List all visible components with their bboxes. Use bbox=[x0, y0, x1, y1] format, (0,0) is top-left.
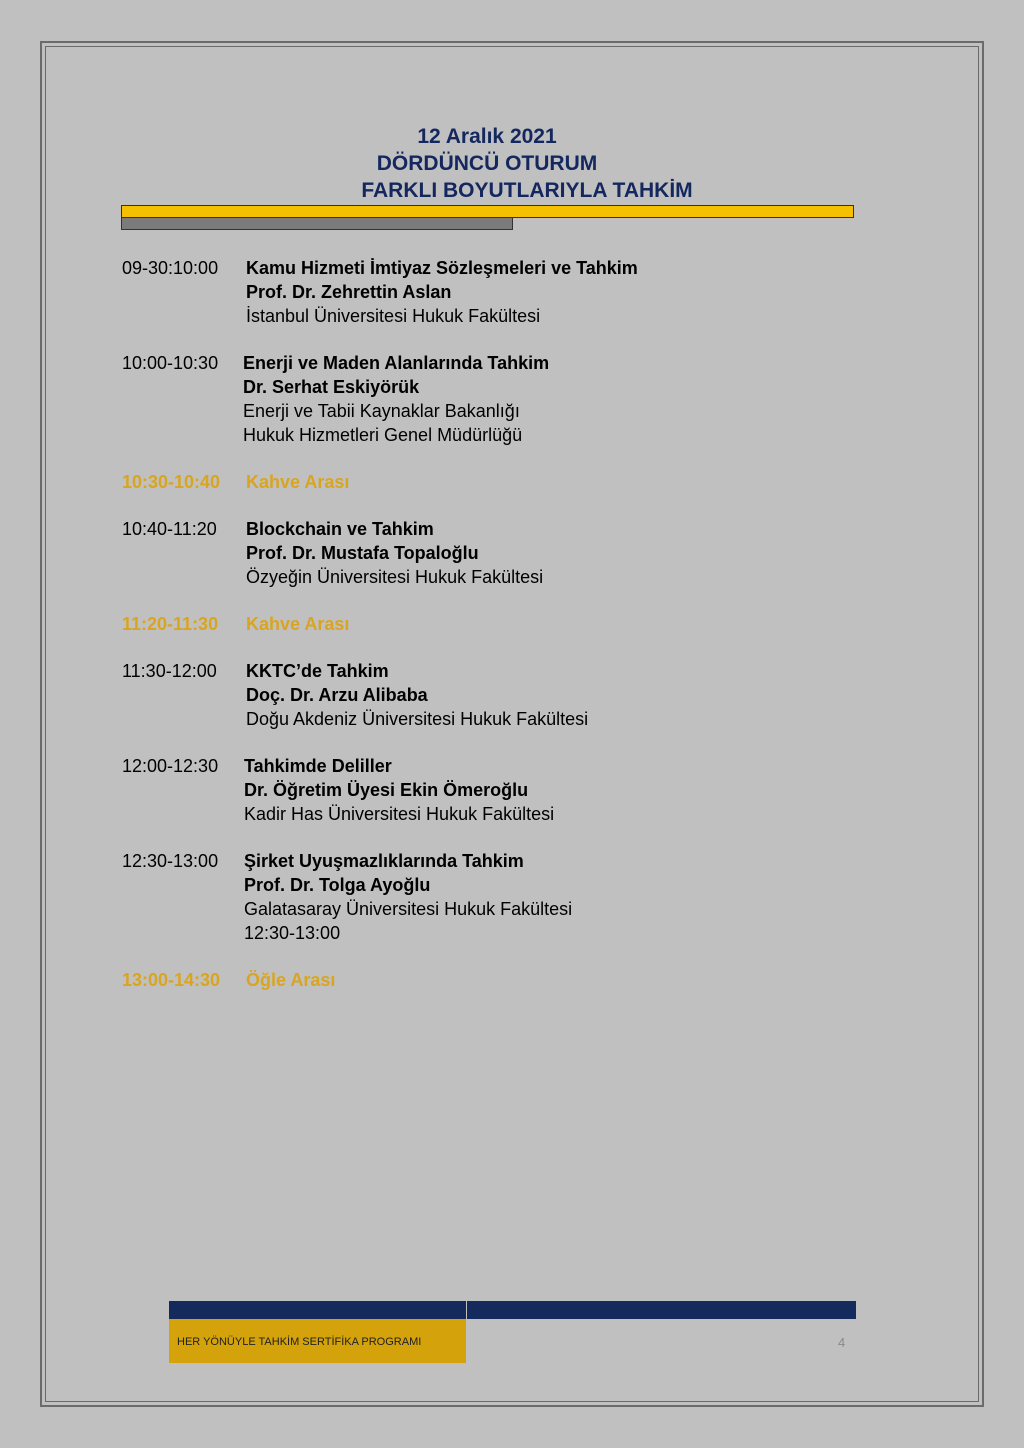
session-theme: FARKLI BOYUTLARIYLA TAHKİM bbox=[361, 179, 693, 202]
break-time: 13:00-14:30 bbox=[122, 970, 221, 990]
break-label: Kahve Arası bbox=[246, 614, 350, 634]
break-label: Kahve Arası bbox=[246, 472, 350, 492]
page-number: 4 bbox=[838, 1335, 846, 1350]
entry-speaker: Dr. Öğretim Üyesi Ekin Ömeroğlu bbox=[244, 780, 529, 800]
footer-blue-bar-left bbox=[169, 1301, 466, 1319]
entry-speaker: Prof. Dr. Zehrettin Aslan bbox=[246, 282, 452, 302]
entry-title: Tahkimde Deliller bbox=[244, 756, 392, 776]
entry-time: 09-30:10:00 bbox=[122, 258, 219, 278]
entry-speaker: Doç. Dr. Arzu Alibaba bbox=[246, 685, 428, 705]
entry-affiliation: Galatasaray Üniversitesi Hukuk Fakültesi bbox=[244, 899, 573, 919]
break-time: 10:30-10:40 bbox=[122, 472, 221, 492]
session-date: 12 Aralık 2021 bbox=[417, 125, 557, 148]
entry-time: 10:00-10:30 bbox=[122, 353, 219, 373]
entry-title: Şirket Uyuşmazlıklarında Tahkim bbox=[244, 851, 524, 871]
session-header bbox=[120, 123, 854, 204]
entry-time: 12:00-12:30 bbox=[122, 756, 219, 776]
break-time: 11:20-11:30 bbox=[122, 614, 219, 634]
entry-title: Enerji ve Maden Alanlarında Tahkim bbox=[243, 353, 550, 373]
entry-speaker: Prof. Dr. Mustafa Topaloğlu bbox=[246, 543, 479, 563]
header-gold-bar bbox=[121, 205, 854, 218]
entry-speaker: Dr. Serhat Eskiyörük bbox=[243, 377, 420, 397]
entry-affiliation: Özyeğin Üniversitesi Hukuk Fakültesi bbox=[246, 567, 544, 587]
entry-affiliation: İstanbul Üniversitesi Hukuk Fakültesi bbox=[246, 306, 541, 326]
entry-title: KKTC’de Tahkim bbox=[246, 661, 389, 681]
break-label: Öğle Arası bbox=[246, 970, 336, 990]
footer-blue-bar-right bbox=[467, 1301, 856, 1319]
entry-time: 12:30-13:00 bbox=[122, 851, 219, 871]
entry-time: 11:30-12:00 bbox=[122, 661, 217, 681]
entry-speaker: Prof. Dr. Tolga Ayoğlu bbox=[244, 875, 431, 895]
header-grey-bar bbox=[121, 218, 513, 230]
entry-time: 10:40-11:20 bbox=[122, 519, 217, 539]
entry-affiliation: 12:30-13:00 bbox=[244, 923, 341, 943]
entry-affiliation: Enerji ve Tabii Kaynaklar Bakanlığı bbox=[243, 401, 520, 421]
entry-affiliation: Kadir Has Üniversitesi Hukuk Fakültesi bbox=[244, 804, 555, 824]
entry-affiliation: Hukuk Hizmetleri Genel Müdürlüğü bbox=[243, 425, 523, 445]
footer-program-name: HER YÖNÜYLE TAHKİM SERTİFİKA PROGRAMI bbox=[177, 1336, 422, 1348]
entry-title: Blockchain ve Tahkim bbox=[246, 519, 434, 539]
entry-affiliation: Doğu Akdeniz Üniversitesi Hukuk Fakültesi bbox=[246, 709, 589, 729]
session-name: DÖRDÜNCÜ OTURUM bbox=[376, 152, 598, 175]
entry-title: Kamu Hizmeti İmtiyaz Sözleşmeleri ve Tahkim bbox=[246, 258, 638, 278]
